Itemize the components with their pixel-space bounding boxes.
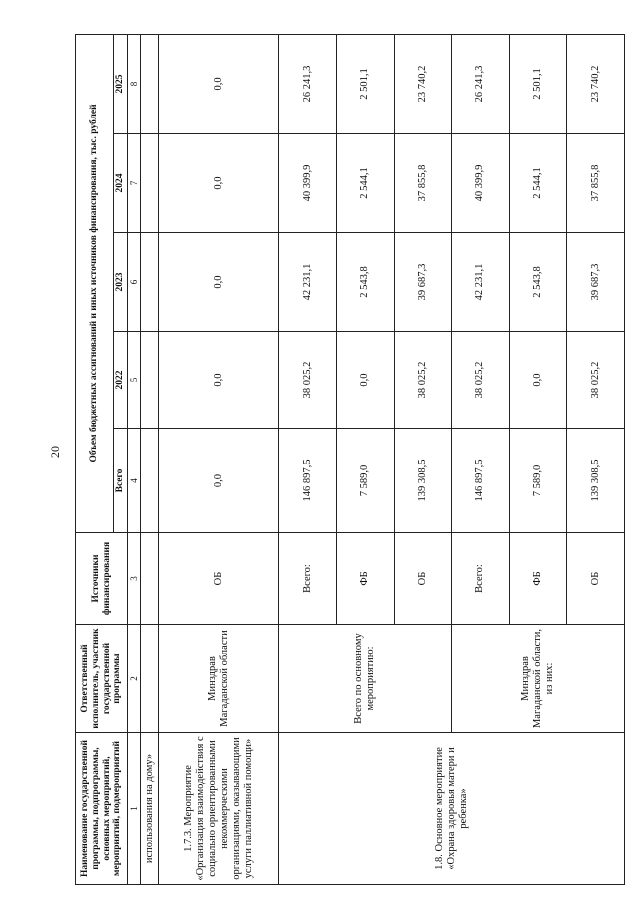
row-value: 0,0 — [159, 429, 279, 533]
table-row-1-8-total — [279, 34, 337, 884]
rotated-content — [75, 35, 625, 885]
col-num-7: 7 — [128, 134, 141, 233]
row-value: 38 025,2 — [279, 332, 337, 429]
header-year-2025: 2025 — [114, 34, 128, 133]
header-year-2023: 2023 — [114, 233, 128, 332]
header-total: Всего — [114, 429, 128, 533]
col-num-8: 8 — [128, 34, 141, 133]
table-row-1-7-3 — [159, 34, 279, 884]
continuation-name: использования на дому» — [141, 733, 159, 885]
row-value: 2 501,1 — [509, 34, 567, 133]
row-source: ОБ — [567, 533, 625, 625]
row-value: 0,0 — [159, 34, 279, 133]
row-source: ФБ — [336, 533, 394, 625]
row-value: 23 740,2 — [394, 34, 452, 133]
col-num-2: 2 — [128, 625, 141, 733]
row-value: 39 687,3 — [567, 233, 625, 332]
row-value: 0,0 — [159, 332, 279, 429]
col-num-5: 5 — [128, 332, 141, 429]
row-value: 42 231,1 — [279, 233, 337, 332]
header-volume: Объем бюджетных ассигнований и иных источников финансирования, тыс. рублей — [76, 34, 114, 532]
row-value: 38 025,2 — [394, 332, 452, 429]
col-num-3: 3 — [128, 533, 141, 625]
row-value: 37 855,8 — [394, 134, 452, 233]
row-executor: Минздрав Магаданской области — [159, 625, 279, 733]
row-value: 26 241,3 — [452, 34, 510, 133]
row-value: 26 241,3 — [279, 34, 337, 133]
row-value: 0,0 — [159, 233, 279, 332]
row-value: 2 543,8 — [336, 233, 394, 332]
row-value: 40 399,9 — [452, 134, 510, 233]
header-year-2022: 2022 — [114, 332, 128, 429]
row-value: 0,0 — [336, 332, 394, 429]
header-source: Источники финансирования — [76, 533, 128, 625]
column-number-row — [128, 34, 141, 884]
row-executor-ministry: Минздрав Магаданской области, из них: — [452, 625, 625, 733]
row-name: 1.7.3. Мероприятие «Организация взаимодействия с социально ориентированными некоммерческими организациями, оказывающими услуги паллиативной помощи» — [159, 733, 279, 885]
row-value: 146 897,5 — [452, 429, 510, 533]
row-value: 38 025,2 — [567, 332, 625, 429]
rotated-page — [75, 35, 625, 885]
header-row-1 — [76, 34, 114, 884]
row-value: 0,0 — [159, 134, 279, 233]
row-value: 2 543,8 — [509, 233, 567, 332]
page-number: 20 — [48, 446, 62, 458]
row-value: 139 308,5 — [567, 429, 625, 533]
continuation-row — [141, 34, 159, 884]
row-value: 40 399,9 — [279, 134, 337, 233]
row-source: ФБ — [509, 533, 567, 625]
col-num-4: 4 — [128, 429, 141, 533]
row-value: 0,0 — [509, 332, 567, 429]
row-value: 37 855,8 — [567, 134, 625, 233]
row-value: 2 544,1 — [509, 134, 567, 233]
row-source: ОБ — [394, 533, 452, 625]
header-year-2024: 2024 — [114, 134, 128, 233]
header-name: Наименование государственной программы, подпрограммы, основных мероприятий, мероприятий, подмероприятий — [76, 733, 128, 885]
row-value: 2 544,1 — [336, 134, 394, 233]
row-value: 7 589,0 — [336, 429, 394, 533]
row-value: 146 897,5 — [279, 429, 337, 533]
row-value: 38 025,2 — [452, 332, 510, 429]
row-executor-total: Всего по основному мероприятию: — [279, 625, 452, 733]
header-executor: Ответственный исполнитель, участник государственной программы — [76, 625, 128, 733]
row-value: 23 740,2 — [567, 34, 625, 133]
row-value: 39 687,3 — [394, 233, 452, 332]
row-name-1-8: 1.8. Основное мероприятие «Охрана здоровья матери и ребенка» — [279, 733, 625, 885]
row-value: 42 231,1 — [452, 233, 510, 332]
row-source: Всего: — [452, 533, 510, 625]
col-num-1: 1 — [128, 733, 141, 885]
row-source: Всего: — [279, 533, 337, 625]
row-value: 2 501,1 — [336, 34, 394, 133]
col-num-6: 6 — [128, 233, 141, 332]
row-source: ОБ — [159, 533, 279, 625]
row-value: 7 589,0 — [509, 429, 567, 533]
budget-table — [75, 34, 625, 885]
row-value: 139 308,5 — [394, 429, 452, 533]
